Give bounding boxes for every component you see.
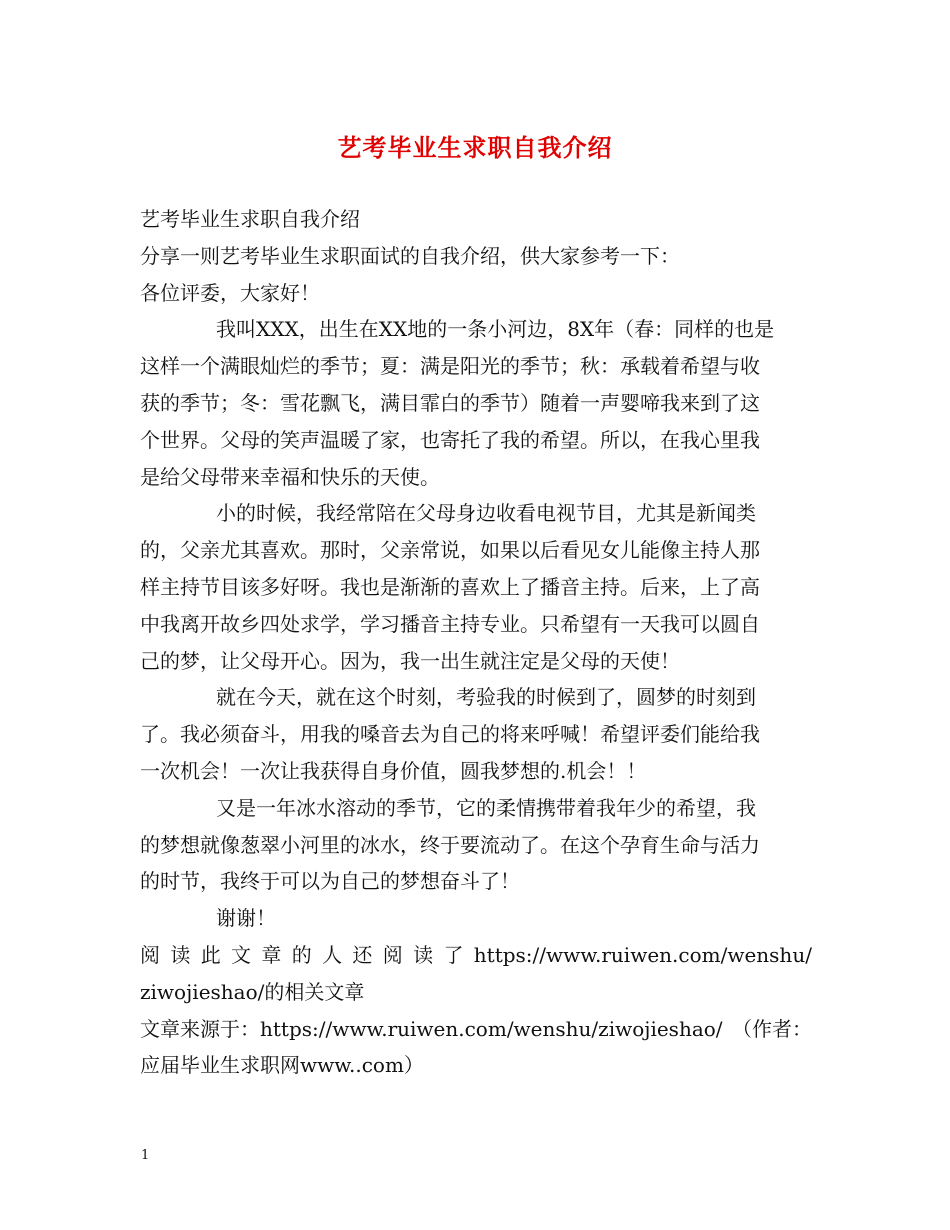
body-line: 样主持节目该多好呀。我也是渐渐的喜欢上了播音主持。后来，上了高 bbox=[140, 574, 760, 599]
thanks-line: 谢谢！ bbox=[216, 906, 276, 931]
body-line: 艺考毕业生求职自我介绍 bbox=[140, 207, 360, 231]
source-url[interactable]: 文章来源于：https://www.ruiwen.com/wenshu/ziwojieshao/ bbox=[140, 1016, 723, 1041]
paragraph-first-line: 又是一年冰水溶动的季节，它的柔情携带着我年少的希望，我 bbox=[216, 795, 756, 820]
read-more-word: 此 bbox=[200, 942, 221, 967]
body-line: 个世界。父母的笑声温暖了家，也寄托了我的希望。所以，在我心里我 bbox=[140, 427, 760, 452]
read-more-word: 人 bbox=[322, 942, 343, 967]
read-more-url[interactable]: https://www.ruiwen.com/wenshu/ bbox=[473, 942, 812, 967]
source-line bbox=[140, 1011, 812, 1048]
author-label: （作者： bbox=[732, 1016, 812, 1041]
document-title: 艺考毕业生求职自我介绍 bbox=[337, 133, 613, 162]
body-line: 了。我必须奋斗，用我的嗓音去为自己的将来呼喊！希望评委们能给我 bbox=[140, 722, 760, 747]
body-line: 的梦想就像葱翠小河里的冰水，终于要流动了。在这个孕育生命与活力 bbox=[140, 832, 760, 857]
body-line: 获的季节；冬：雪花飘飞，满目霏白的季节）随着一声婴啼我来到了这 bbox=[140, 390, 760, 415]
read-more-word: 的 bbox=[291, 942, 312, 967]
read-more-link-line[interactable] bbox=[140, 937, 812, 974]
paragraph-first-line: 我叫XXX，出生在XX地的一条小河边，8X年（春：同样的也是 bbox=[216, 317, 775, 342]
body-line: 各位评委，大家好！ bbox=[140, 280, 320, 305]
read-more-word: 章 bbox=[261, 942, 282, 967]
body-line: 的，父亲尤其喜欢。那时，父亲常说，如果以后看见女儿能像主持人那 bbox=[140, 538, 760, 563]
body-line: 这样一个满眼灿烂的季节；夏：满是阳光的季节；秋：承载着希望与收 bbox=[140, 354, 760, 379]
body-line: 一次机会！一次让我获得自身价值，圆我梦想的.机会！！ bbox=[140, 758, 647, 783]
author-line: 应届毕业生求职网www..com） bbox=[140, 1053, 424, 1078]
read-more-word: 读 bbox=[413, 942, 434, 967]
page-number: 1 bbox=[141, 1148, 150, 1163]
body-line: 的时节，我终于可以为自己的梦想奋斗了！ bbox=[140, 869, 520, 894]
body-line: 是给父母带来幸福和快乐的天使。 bbox=[140, 464, 440, 489]
read-more-word: 文 bbox=[231, 942, 252, 967]
read-more-link-continuation[interactable]: ziwojieshao/的相关文章 bbox=[140, 979, 365, 1004]
read-more-word: 还 bbox=[352, 942, 373, 967]
paragraph-first-line: 小的时候，我经常陪在父母身边收看电视节目，尤其是新闻类 bbox=[216, 501, 756, 526]
document-body bbox=[140, 201, 812, 1084]
read-more-word: 了 bbox=[443, 942, 464, 967]
body-line: 中我离开故乡四处求学，学习播音主持专业。只希望有一天我可以圆自 bbox=[140, 611, 760, 636]
paragraph-first-line: 就在今天，就在这个时刻，考验我的时候到了，圆梦的时刻到 bbox=[216, 685, 756, 710]
read-more-word: 阅 bbox=[140, 942, 160, 967]
body-line: 分享一则艺考毕业生求职面试的自我介绍，供大家参考一下： bbox=[140, 243, 680, 268]
body-line: 己的梦，让父母开心。因为，我一出生就注定是父母的天使！ bbox=[140, 648, 680, 673]
read-more-word: 阅 bbox=[382, 942, 403, 967]
read-more-word: 读 bbox=[170, 942, 191, 967]
